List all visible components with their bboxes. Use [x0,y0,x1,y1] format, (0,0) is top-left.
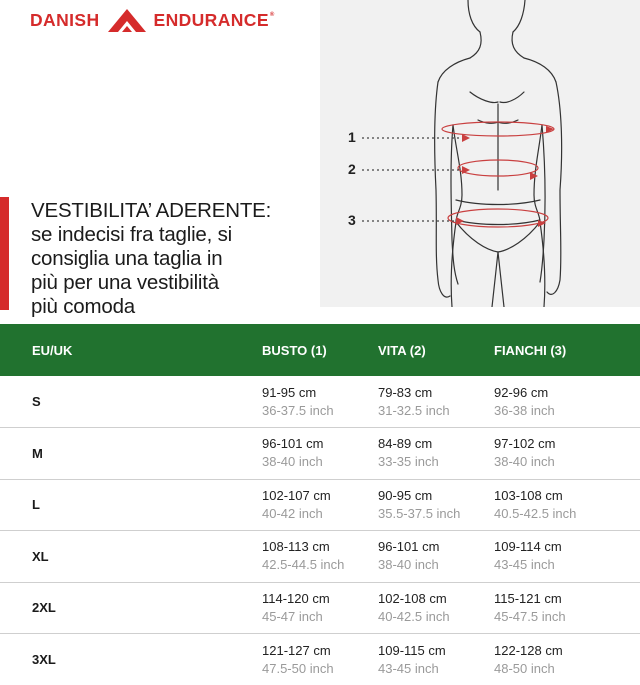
vita-cell [378,582,494,634]
busto-cm: 114-120 cm [262,590,330,606]
table-row [0,582,640,634]
registered-mark: ® [269,12,275,18]
busto-cell [262,582,378,634]
fit-heading: VESTIBILITA’ ADERENTE: [31,199,272,222]
vita-inch: 40-42.5 inch [378,608,450,624]
header-busto: BUSTO (1) [262,342,327,358]
fianchi-inch: 43-45 inch [494,557,555,573]
busto-inch: 36-37.5 inch [262,402,334,418]
fianchi-inch: 38-40 inch [494,454,555,470]
fianchi-cell [494,428,640,480]
fianchi-inch: 36-38 inch [494,402,555,418]
vita-inch: 35.5-37.5 inch [378,505,461,521]
fit-line-3: più per una vestibilità [31,271,219,294]
fianchi-cell [494,531,640,583]
red-accent-bar [0,197,9,310]
fit-line-2: consiglia una taglia in [31,247,223,270]
fianchi-inch: 45-47.5 inch [494,608,566,624]
brand-left-word: DANISH [30,9,100,30]
header-section [0,0,640,324]
fianchi-cm: 103-108 cm [494,487,563,503]
size-label: XL [32,548,49,564]
busto-cell [262,479,378,531]
busto-cell [262,376,378,428]
vita-cm: 79-83 cm [378,384,433,400]
vita-inch: 33-35 inch [378,454,439,470]
vita-cm: 109-115 cm [378,642,446,658]
size-chart-table [0,324,640,685]
vita-inch: 38-40 inch [378,557,439,573]
fit-line-4: più comoda [31,295,135,318]
table-row [0,531,640,583]
busto-cm: 121-127 cm [262,642,331,658]
body-measurement-figure [320,0,640,307]
header-fianchi: FIANCHI (3) [494,342,567,358]
brand-logo [30,8,275,32]
vita-cell [378,428,494,480]
fianchi-cm: 109-114 cm [494,539,562,555]
busto-cell [262,634,378,685]
vita-cell [378,531,494,583]
busto-cm: 96-101 cm [262,436,324,452]
table-row [0,479,640,531]
busto-inch: 45-47 inch [262,608,323,624]
fianchi-cm: 115-121 cm [494,590,562,606]
marker-1: 1 [348,129,356,145]
brand-mountain-icon [104,8,150,32]
vita-cm: 84-89 cm [378,436,433,452]
size-label: M [32,445,43,461]
vita-cm: 90-95 cm [378,487,433,503]
vita-cell [378,479,494,531]
table-row [0,428,640,480]
marker-3: 3 [348,212,356,228]
table-row [0,376,640,428]
fianchi-cell [494,479,640,531]
fianchi-cell [494,582,640,634]
vita-cell [378,634,494,685]
busto-cell [262,428,378,480]
fianchi-inch: 48-50 inch [494,660,555,676]
body-outline-drawing [320,0,640,307]
fianchi-cm: 97-102 cm [494,436,556,452]
size-label: 2XL [32,600,56,616]
vita-cell [378,376,494,428]
size-label: L [32,497,40,513]
fit-line-1: se indecisi fra taglie, si [31,223,233,246]
busto-inch: 42.5-44.5 inch [262,557,345,573]
busto-inch: 40-42 inch [262,505,323,521]
size-label: S [32,394,41,409]
marker-2: 2 [348,161,356,177]
header-eu-uk: EU/UK [32,342,73,358]
busto-cm: 108-113 cm [262,539,330,555]
fianchi-cell [494,634,640,685]
vita-inch: 43-45 inch [378,660,439,676]
header-vita: VITA (2) [378,342,426,358]
table-row [0,634,640,685]
fit-note [31,199,311,319]
vita-inch: 31-32.5 inch [378,402,450,418]
fianchi-cm: 92-96 cm [494,384,549,400]
vita-cm: 102-108 cm [378,590,447,606]
brand-right-word: ENDURANCE [153,9,269,30]
fianchi-cm: 122-128 cm [494,642,563,658]
busto-cm: 102-107 cm [262,487,331,503]
vita-cm: 96-101 cm [378,539,440,555]
table-header-row [0,324,640,376]
size-label: 3XL [32,652,56,667]
busto-inch: 38-40 inch [262,454,323,470]
busto-cm: 91-95 cm [262,384,317,400]
fianchi-cell [494,376,640,428]
busto-cell [262,531,378,583]
fianchi-inch: 40.5-42.5 inch [494,505,577,521]
busto-inch: 47.5-50 inch [262,660,334,676]
